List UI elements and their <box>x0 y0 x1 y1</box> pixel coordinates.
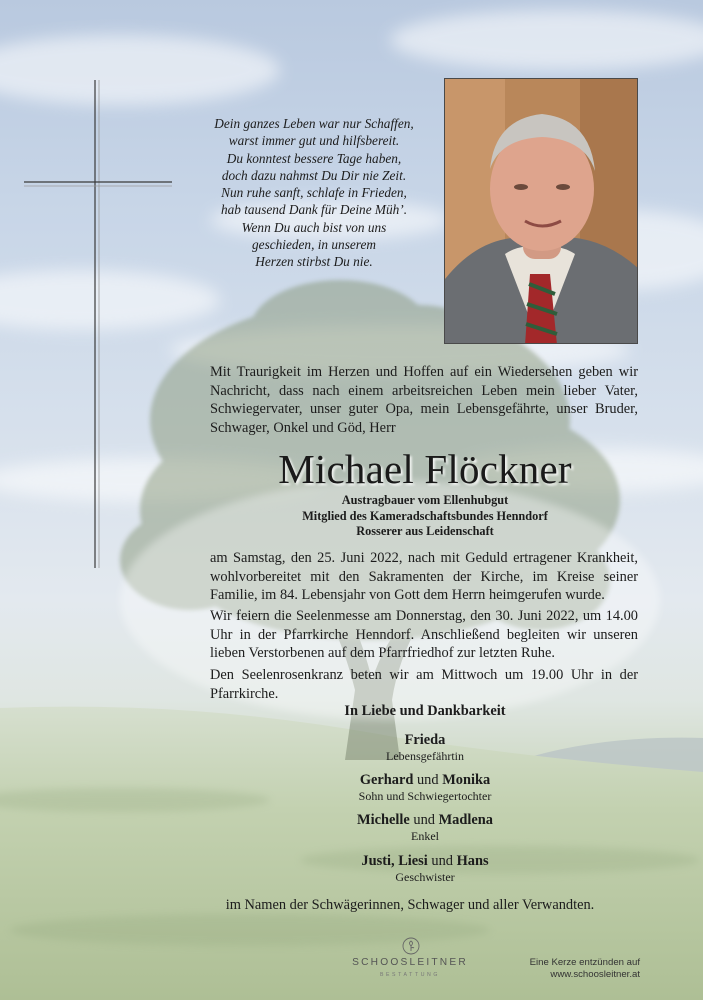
poem-line: warst immer gut und hilfsbereit. <box>228 133 400 149</box>
mass-paragraph: Wir feiern die Seelenmesse am Donnerstag, den 30. Juni 2022, um 14.00 Uhr in der Pfarrkirche Henndorf. Anschließend begleiten wir unseren lieben Verstorbenen auf dem Pfarrfriedhof zur letzten Ruhe. <box>210 608 638 662</box>
mourner-names <box>200 771 650 789</box>
mourner-relation: Geschwister <box>395 870 455 884</box>
mourner-group <box>200 811 650 844</box>
conjunction: und <box>413 812 435 828</box>
mourner-group <box>200 771 650 804</box>
mourner-relation: Sohn und Schwiegertochter <box>358 789 492 803</box>
candle-url[interactable]: www.schoosleitner.at <box>550 968 640 980</box>
poem-line: Du konntest bessere Tage haben, <box>226 150 402 166</box>
mourner-name: Monika <box>442 772 491 788</box>
mourner-name: Justi, Liesi <box>361 853 428 869</box>
title-line: Mitglied des Kameradschaftsbundes Henndorf <box>302 508 548 523</box>
candle-text: Eine Kerze entzünden auf <box>529 957 640 968</box>
portrait-photo <box>444 78 638 344</box>
rose-logo-icon <box>402 937 420 955</box>
mourner-names <box>200 811 650 829</box>
closing-line: In Liebe und Dankbarkeit <box>344 703 506 719</box>
poem-line: Herzen stirbst Du nie. <box>255 254 373 270</box>
mourner-relation: Lebensgefährtin <box>386 749 464 763</box>
mourner-name: Hans <box>456 853 489 869</box>
mourner-names <box>200 852 650 870</box>
death-paragraph: am Samstag, den 25. Juni 2022, nach mit Geduld ertragener Krankheit, wohlvorbereitet mit den Sakramenten der Kirche, im Kreise seiner Familie, im 84. Lebensjahr von Gott dem Herrn heimgerufen wurde. <box>210 550 638 604</box>
poem-line: hab tausend Dank für Deine Müh’. <box>220 202 408 218</box>
mourner-name: Gerhard <box>359 772 414 788</box>
poem-line: geschieden, in unserem <box>252 237 376 253</box>
conjunction: und <box>431 853 453 869</box>
intro-paragraph: Mit Traurigkeit im Herzen und Hoffen auf ein Wiedersehen geben wir Nachricht, dass nach einem arbeitsreichen Leben mein lieber Vater, Schwiegervater, unser guter Opa, mein Lebensgefährte, unser Bruder, Schwager, Onkel und Göd, Herr <box>210 364 638 436</box>
mourner-name: Madlena <box>438 812 493 828</box>
title-line: Austragbauer vom Ellenhubgut <box>341 493 509 507</box>
poem-line: Nun ruhe sanft, schlafe in Frieden, <box>221 185 407 201</box>
mourner-name: Frieda <box>404 732 446 748</box>
mourner-relation: Enkel <box>411 829 439 843</box>
on-behalf-line: im Namen der Schwägerinnen, Schwager und aller Verwandten. <box>225 897 595 913</box>
deceased-titles <box>200 493 650 540</box>
portrait-image <box>445 79 638 344</box>
rosary-paragraph: Den Seelenrosenkranz beten wir am Mittwoch um 19.00 Uhr in der Pfarrkirche. <box>210 667 638 702</box>
funeral-home-subtitle: BESTATTUNG <box>379 972 441 978</box>
title-line: Rosserer aus Leidenschaft <box>356 524 494 539</box>
poem <box>190 115 438 271</box>
mourner-group <box>200 852 650 885</box>
candle-notice <box>500 957 640 981</box>
poem-line: Dein ganzes Leben war nur Schaffen, <box>214 116 414 131</box>
poem-line: Wenn Du auch bist von uns <box>241 219 387 235</box>
poem-line: doch dazu nahmst Du Dir nie Zeit. <box>221 167 407 183</box>
mourner-group <box>200 731 650 764</box>
conjunction: und <box>416 772 439 788</box>
funeral-home-brand: SCHOOSLEITNER <box>352 957 468 968</box>
deceased-name: Michael Flöckner <box>278 446 572 492</box>
mourner-name: Michelle <box>357 812 410 828</box>
